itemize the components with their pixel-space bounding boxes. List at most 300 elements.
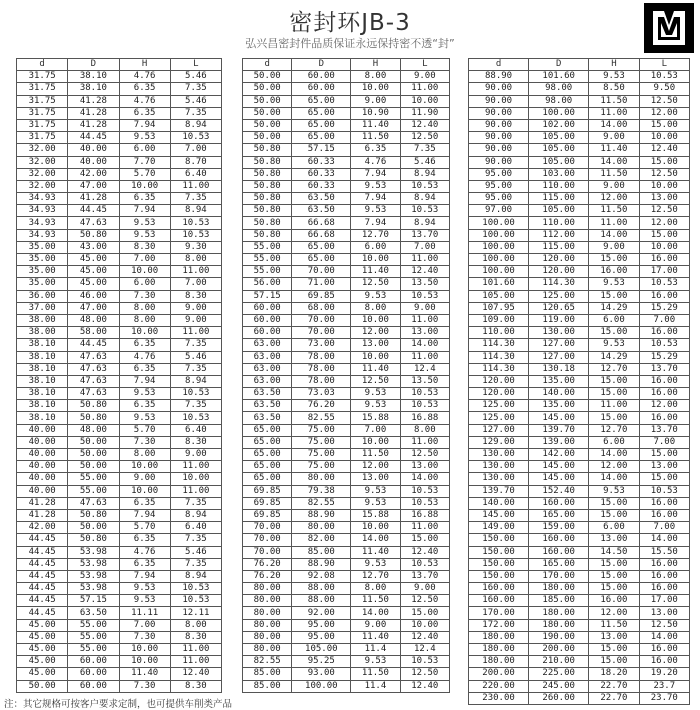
table-cell: 12.4 <box>400 644 449 656</box>
table-cell: 75.00 <box>292 424 351 436</box>
table-cell: 11.00 <box>170 266 221 278</box>
table-cell: 13.00 <box>639 193 689 205</box>
table-cell: 63.00 <box>243 363 292 375</box>
table-cell: 100.00 <box>292 680 351 692</box>
table-cell: 9.53 <box>351 400 400 412</box>
table-row <box>469 363 690 375</box>
table-cell: 41.28 <box>68 107 119 119</box>
table-cell: 180.00 <box>529 607 589 619</box>
table-row <box>17 558 222 570</box>
table-row <box>17 156 222 168</box>
table-cell: 16.00 <box>639 558 689 570</box>
column-header: d <box>469 59 529 71</box>
table-row <box>469 180 690 192</box>
table-cell: 60.00 <box>68 656 119 668</box>
table-cell: 130.00 <box>469 449 529 461</box>
table-cell: 15.00 <box>400 607 449 619</box>
table-cell: 15.00 <box>639 156 689 168</box>
table-cell: 15.00 <box>589 497 639 509</box>
table-cell: 90.00 <box>469 119 529 131</box>
table-cell: 70.00 <box>292 266 351 278</box>
table-cell: 12.00 <box>639 217 689 229</box>
table-cell: 11.40 <box>351 631 400 643</box>
table-cell: 35.00 <box>17 254 68 266</box>
seal-profile-icon <box>644 3 694 53</box>
table-cell: 14.29 <box>589 351 639 363</box>
table-header-row <box>17 59 222 71</box>
table-cell: 55.00 <box>243 241 292 253</box>
table-cell: 60.33 <box>292 180 351 192</box>
table-cell: 150.00 <box>469 534 529 546</box>
table-cell: 130.00 <box>529 327 589 339</box>
table-cell: 7.30 <box>119 680 170 692</box>
table-cell: 127.00 <box>529 339 589 351</box>
table-row <box>17 363 222 375</box>
table-row <box>243 156 450 168</box>
table-cell: 55.00 <box>68 644 119 656</box>
table-cell: 55.00 <box>68 473 119 485</box>
page-subtitle: 弘兴昌密封件品质保证永远保持密不透“封” <box>245 37 455 50</box>
table-cell: 50.80 <box>243 217 292 229</box>
table-cell: 16.00 <box>639 290 689 302</box>
table-row <box>17 254 222 266</box>
table-cell: 85.00 <box>243 668 292 680</box>
table-cell: 4.76 <box>119 546 170 558</box>
table-row <box>17 266 222 278</box>
table-cell: 15.29 <box>639 302 689 314</box>
table-cell: 98.00 <box>529 95 589 107</box>
table-cell: 7.00 <box>639 436 689 448</box>
table-cell: 13.00 <box>351 473 400 485</box>
table-cell: 7.35 <box>170 400 221 412</box>
table-cell: 11.00 <box>170 656 221 668</box>
table-row <box>469 558 690 570</box>
table-cell: 12.4 <box>400 363 449 375</box>
table-cell: 16.00 <box>639 497 689 509</box>
table-cell: 112.00 <box>529 229 589 241</box>
table-cell: 10.00 <box>119 656 170 668</box>
table-cell: 150.00 <box>469 558 529 570</box>
dimension-table-1 <box>16 58 222 693</box>
page-title: 密封环JB-3 <box>289 10 411 36</box>
table-cell: 43.00 <box>68 241 119 253</box>
table-cell: 65.00 <box>243 473 292 485</box>
table-row <box>17 339 222 351</box>
table-cell: 12.00 <box>589 461 639 473</box>
table-cell: 15.88 <box>351 412 400 424</box>
table-cell: 110.00 <box>529 217 589 229</box>
table-cell: 12.11 <box>170 607 221 619</box>
table-cell: 70.00 <box>243 522 292 534</box>
table-cell: 12.70 <box>351 570 400 582</box>
table-cell: 16.00 <box>639 388 689 400</box>
table-cell: 7.00 <box>400 241 449 253</box>
table-cell: 11.40 <box>351 266 400 278</box>
table-row <box>17 522 222 534</box>
table-cell: 22.70 <box>589 680 639 692</box>
table-cell: 57.15 <box>68 595 119 607</box>
table-cell: 14.00 <box>589 156 639 168</box>
table-cell: 47.63 <box>68 497 119 509</box>
table-cell: 16.00 <box>589 595 639 607</box>
table-header-row <box>469 59 690 71</box>
table-cell: 12.00 <box>639 107 689 119</box>
table-cell: 9.30 <box>170 241 221 253</box>
table-cell: 11.00 <box>589 217 639 229</box>
table-cell: 12.00 <box>589 193 639 205</box>
table-cell: 31.75 <box>17 71 68 83</box>
table-cell: 63.00 <box>243 351 292 363</box>
table-cell: 50.00 <box>68 436 119 448</box>
table-row <box>469 375 690 387</box>
table-cell: 69.85 <box>292 290 351 302</box>
table-cell: 10.00 <box>351 314 400 326</box>
brand-logo <box>644 3 694 53</box>
table-cell: 80.00 <box>243 583 292 595</box>
table-cell: 9.00 <box>400 583 449 595</box>
table-row <box>243 339 450 351</box>
table-cell: 9.00 <box>589 180 639 192</box>
table-cell: 150.00 <box>469 570 529 582</box>
table-row <box>17 644 222 656</box>
table-cell: 5.46 <box>400 156 449 168</box>
table-cell: 92.08 <box>292 570 351 582</box>
table-row <box>243 607 450 619</box>
table-cell: 82.55 <box>292 412 351 424</box>
table-row <box>243 412 450 424</box>
table-cell: 13.50 <box>400 375 449 387</box>
table-cell: 70.00 <box>292 314 351 326</box>
table-cell: 55.00 <box>243 266 292 278</box>
column-header: L <box>639 59 689 71</box>
table-row <box>243 485 450 497</box>
table-cell: 9.53 <box>351 656 400 668</box>
table-cell: 165.00 <box>529 558 589 570</box>
table-cell: 13.50 <box>400 278 449 290</box>
table-cell: 7.94 <box>119 570 170 582</box>
table-cell: 5.46 <box>170 546 221 558</box>
table-cell: 12.40 <box>400 680 449 692</box>
table-cell: 105.00 <box>529 144 589 156</box>
table-cell: 129.00 <box>469 436 529 448</box>
table-cell: 10.53 <box>170 595 221 607</box>
table-cell: 8.00 <box>119 302 170 314</box>
table-cell: 31.75 <box>17 132 68 144</box>
table-cell: 80.00 <box>243 619 292 631</box>
table-cell: 11.00 <box>400 522 449 534</box>
table-cell: 32.00 <box>17 156 68 168</box>
table-cell: 130.00 <box>469 461 529 473</box>
table-row <box>243 546 450 558</box>
table-cell: 10.53 <box>400 290 449 302</box>
table-cell: 11.40 <box>589 144 639 156</box>
table-row <box>469 266 690 278</box>
table-row <box>243 180 450 192</box>
table-cell: 50.00 <box>68 522 119 534</box>
table-row <box>17 607 222 619</box>
table-row <box>243 193 450 205</box>
table-cell: 8.00 <box>119 449 170 461</box>
table-cell: 65.00 <box>243 424 292 436</box>
table-cell: 8.00 <box>351 583 400 595</box>
table-cell: 38.10 <box>68 83 119 95</box>
table-row <box>469 619 690 631</box>
table-cell: 13.70 <box>400 229 449 241</box>
table-cell: 58.00 <box>68 327 119 339</box>
table-row <box>243 327 450 339</box>
table-cell: 60.00 <box>292 83 351 95</box>
table-cell: 8.00 <box>351 71 400 83</box>
table-cell: 9.53 <box>351 497 400 509</box>
table-cell: 230.00 <box>469 692 529 704</box>
table-row <box>469 461 690 473</box>
table-cell: 40.00 <box>68 156 119 168</box>
table-cell: 105.00 <box>529 205 589 217</box>
table-row <box>469 473 690 485</box>
table-row <box>17 229 222 241</box>
table-row <box>469 449 690 461</box>
table-cell: 119.00 <box>529 314 589 326</box>
table-cell: 10.00 <box>351 254 400 266</box>
table-cell: 36.00 <box>17 290 68 302</box>
table-row <box>243 290 450 302</box>
table-cell: 40.00 <box>17 424 68 436</box>
table-cell: 41.28 <box>68 95 119 107</box>
table-cell: 9.00 <box>351 619 400 631</box>
table-cell: 8.94 <box>400 217 449 229</box>
table-cell: 47.63 <box>68 375 119 387</box>
table-cell: 55.00 <box>68 631 119 643</box>
table-cell: 12.50 <box>400 449 449 461</box>
table-cell: 10.00 <box>119 180 170 192</box>
table-row <box>17 473 222 485</box>
table-cell: 6.35 <box>119 193 170 205</box>
table-cell: 149.00 <box>469 522 529 534</box>
table-cell: 11.00 <box>400 83 449 95</box>
table-cell: 185.00 <box>529 595 589 607</box>
table-cell: 9.53 <box>351 485 400 497</box>
table-cell: 80.00 <box>243 607 292 619</box>
table-cell: 180.00 <box>469 644 529 656</box>
table-cell: 9.00 <box>400 71 449 83</box>
table-row <box>469 156 690 168</box>
table-cell: 15.00 <box>589 327 639 339</box>
column-header: L <box>170 59 221 71</box>
table-cell: 140.00 <box>529 388 589 400</box>
table-cell: 11.11 <box>119 607 170 619</box>
table-cell: 44.45 <box>68 132 119 144</box>
table-cell: 12.70 <box>589 424 639 436</box>
table-cell: 6.35 <box>119 339 170 351</box>
table-cell: 50.80 <box>68 229 119 241</box>
table-row <box>243 522 450 534</box>
table-cell: 8.94 <box>400 193 449 205</box>
table-cell: 8.70 <box>170 156 221 168</box>
table-cell: 110.00 <box>469 327 529 339</box>
table-cell: 13.70 <box>639 363 689 375</box>
table-cell: 17.00 <box>639 595 689 607</box>
table-cell: 95.00 <box>292 619 351 631</box>
table-cell: 35.00 <box>17 278 68 290</box>
table-cell: 102.00 <box>529 119 589 131</box>
table-cell: 15.00 <box>589 570 639 582</box>
table-cell: 13.00 <box>639 607 689 619</box>
table-row <box>17 436 222 448</box>
column-header: d <box>17 59 68 71</box>
table-row <box>17 83 222 95</box>
table-cell: 105.00 <box>292 644 351 656</box>
table-cell: 11.00 <box>400 314 449 326</box>
table-cell: 4.76 <box>119 71 170 83</box>
table-cell: 13.70 <box>400 570 449 582</box>
table-row <box>469 692 690 704</box>
table-cell: 12.00 <box>589 607 639 619</box>
table-row <box>17 449 222 461</box>
table-row <box>469 388 690 400</box>
table-cell: 12.40 <box>400 119 449 131</box>
table-row <box>469 193 690 205</box>
table-cell: 41.28 <box>68 193 119 205</box>
table-row <box>17 290 222 302</box>
table-cell: 32.00 <box>17 168 68 180</box>
table-cell: 63.50 <box>292 193 351 205</box>
table-row <box>469 254 690 266</box>
table-cell: 13.00 <box>589 534 639 546</box>
table-cell: 53.98 <box>68 583 119 595</box>
table-cell: 12.50 <box>639 619 689 631</box>
table-cell: 105.00 <box>469 290 529 302</box>
table-cell: 69.85 <box>243 509 292 521</box>
table-cell: 100.00 <box>529 107 589 119</box>
table-cell: 15.00 <box>589 375 639 387</box>
table-cell: 160.00 <box>529 534 589 546</box>
table-cell: 63.50 <box>243 388 292 400</box>
table-cell: 9.00 <box>400 302 449 314</box>
table-cell: 70.00 <box>243 546 292 558</box>
table-cell: 95.00 <box>469 180 529 192</box>
table-cell: 114.30 <box>469 351 529 363</box>
table-cell: 76.20 <box>243 558 292 570</box>
table-cell: 95.25 <box>292 656 351 668</box>
table-cell: 115.00 <box>529 193 589 205</box>
table-cell: 90.00 <box>469 156 529 168</box>
table-cell: 63.50 <box>243 400 292 412</box>
table-cell: 95.00 <box>292 631 351 643</box>
table-cell: 16.88 <box>400 509 449 521</box>
table-cell: 13.00 <box>589 631 639 643</box>
table-cell: 12.40 <box>639 144 689 156</box>
table-cell: 7.00 <box>639 522 689 534</box>
table-cell: 47.63 <box>68 363 119 375</box>
table-cell: 15.00 <box>589 388 639 400</box>
table-cell: 105.00 <box>529 132 589 144</box>
table-cell: 38.10 <box>17 412 68 424</box>
table-cell: 11.00 <box>170 180 221 192</box>
table-cell: 56.00 <box>243 278 292 290</box>
table-cell: 70.00 <box>243 534 292 546</box>
table-cell: 63.50 <box>243 412 292 424</box>
table-cell: 101.60 <box>469 278 529 290</box>
table-cell: 14.00 <box>400 473 449 485</box>
table-cell: 22.70 <box>589 692 639 704</box>
table-row <box>17 400 222 412</box>
table-cell: 13.00 <box>351 339 400 351</box>
table-cell: 57.15 <box>243 290 292 302</box>
table-cell: 5.70 <box>119 168 170 180</box>
table-row <box>17 461 222 473</box>
table-cell: 7.70 <box>119 156 170 168</box>
table-cell: 73.00 <box>292 339 351 351</box>
table-cell: 80.00 <box>292 522 351 534</box>
table-cell: 45.00 <box>68 278 119 290</box>
table-row <box>17 351 222 363</box>
table-cell: 120.00 <box>529 266 589 278</box>
table-cell: 95.00 <box>469 193 529 205</box>
table-cell: 92.00 <box>292 607 351 619</box>
table-row <box>469 95 690 107</box>
table-cell: 15.00 <box>589 290 639 302</box>
table-cell: 145.00 <box>529 412 589 424</box>
table-cell: 75.00 <box>292 449 351 461</box>
table-row <box>243 558 450 570</box>
table-cell: 65.00 <box>243 449 292 461</box>
table-cell: 9.00 <box>170 314 221 326</box>
table-cell: 10.53 <box>170 388 221 400</box>
table-cell: 90.00 <box>469 107 529 119</box>
table-cell: 34.93 <box>17 217 68 229</box>
table-cell: 31.75 <box>17 119 68 131</box>
table-cell: 100.00 <box>469 241 529 253</box>
table-row <box>243 363 450 375</box>
table-row <box>17 583 222 595</box>
table-cell: 10.00 <box>119 266 170 278</box>
table-cell: 75.00 <box>292 436 351 448</box>
table-cell: 79.38 <box>292 485 351 497</box>
table-cell: 37.00 <box>17 302 68 314</box>
table-cell: 88.00 <box>292 583 351 595</box>
table-cell: 6.35 <box>119 83 170 95</box>
table-cell: 9.53 <box>589 71 639 83</box>
table-cell: 8.00 <box>119 314 170 326</box>
table-cell: 60.00 <box>243 302 292 314</box>
table-cell: 60.00 <box>243 327 292 339</box>
table-cell: 10.53 <box>400 180 449 192</box>
table-cell: 65.00 <box>243 436 292 448</box>
table-row <box>469 412 690 424</box>
table-cell: 12.40 <box>400 266 449 278</box>
column-header: H <box>589 59 639 71</box>
table-cell: 15.00 <box>400 534 449 546</box>
table-cell: 63.50 <box>292 205 351 217</box>
table-row <box>469 534 690 546</box>
table-row <box>17 71 222 83</box>
table-cell: 9.53 <box>351 290 400 302</box>
table-cell: 12.50 <box>400 132 449 144</box>
table-cell: 66.68 <box>292 229 351 241</box>
table-cell: 80.00 <box>243 631 292 643</box>
table-cell: 50.00 <box>68 461 119 473</box>
table-row <box>243 71 450 83</box>
table-cell: 40.00 <box>17 449 68 461</box>
table-cell: 100.00 <box>469 229 529 241</box>
table-cell: 34.93 <box>17 193 68 205</box>
table-cell: 17.00 <box>639 266 689 278</box>
table-row <box>469 546 690 558</box>
table-cell: 6.35 <box>119 534 170 546</box>
table-cell: 107.95 <box>469 302 529 314</box>
table-cell: 40.00 <box>17 485 68 497</box>
table-cell: 5.70 <box>119 424 170 436</box>
